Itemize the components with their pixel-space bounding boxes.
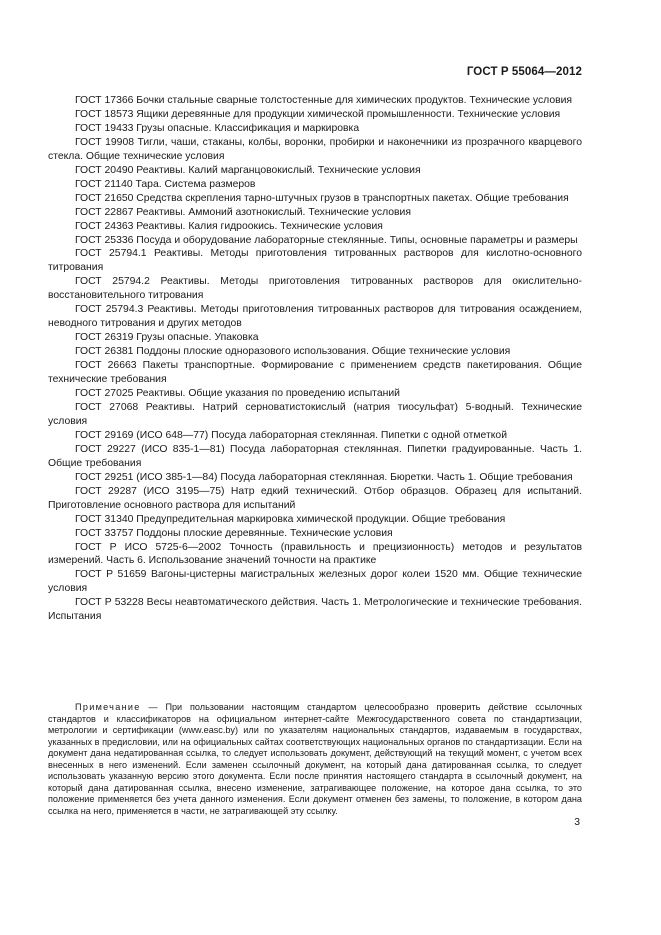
reference-item: ГОСТ 19433 Грузы опасные. Классификация и маркировка bbox=[75, 122, 360, 134]
reference-item: ГОСТ 22867 Реактивы. Аммоний азотнокислый. Технические условия bbox=[75, 206, 411, 218]
reference-item: ГОСТ 33757 Поддоны плоские деревянные. Технические условия bbox=[75, 527, 393, 539]
reference-list bbox=[48, 94, 582, 624]
reference-item: ГОСТ 26663 Пакеты транспортные. Формирование с применением средств пакетирования. Общие технические требования bbox=[48, 360, 582, 386]
reference-item: ГОСТ 18573 Ящики деревянные для продукции химической промышленности. Технические условия bbox=[75, 108, 561, 120]
reference-item: ГОСТ 24363 Реактивы. Калия гидроокись. Технические условия bbox=[75, 220, 383, 232]
reference-item: ГОСТ 21140 Тара. Система размеров bbox=[75, 178, 256, 190]
reference-item: ГОСТ 26381 Поддоны плоские одноразового использования. Общие технические условия bbox=[75, 346, 511, 358]
reference-item: ГОСТ 27068 Реактивы. Натрий серноватистокислый (натрия тиосульфат) 5-водный. Технические условия bbox=[48, 401, 582, 427]
reference-item: ГОСТ 26319 Грузы опасные. Упаковка bbox=[75, 332, 259, 344]
reference-item: ГОСТ 17366 Бочки стальные сварные толстостенные для химических продуктов. Технические условия bbox=[75, 95, 573, 106]
document-header: ГОСТ Р 55064—2012 bbox=[466, 66, 582, 78]
reference-item: ГОСТ 19908 Тигли, чаши, стаканы, колбы, воронки, пробирки и наконечники из прозрачного кварцевого стекла. Общие технические условия bbox=[48, 136, 582, 162]
reference-item: ГОСТ 29227 (ИСО 835-1—81) Посуда лабораторная стеклянная. Пипетки градуированные. Часть 1. Общие требования bbox=[48, 443, 582, 469]
reference-item: ГОСТ 21650 Средства скрепления тарно-штучных грузов в транспортных пакетах. Общие требования bbox=[75, 192, 569, 204]
reference-item: ГОСТ 27025 Реактивы. Общие указания по проведению испытаний bbox=[75, 388, 400, 400]
reference-item: ГОСТ 25794.1 Реактивы. Методы приготовления титрованных растворов для кислотно-основного титрования bbox=[48, 248, 582, 274]
reference-item: ГОСТ Р 51659 Вагоны-цистерны магистральных железных дорог колеи 1520 мм. Общие технические условия bbox=[48, 569, 582, 595]
reference-item: ГОСТ 29169 (ИСО 648—77) Посуда лабораторная стеклянная. Пипетки с одной отметкой bbox=[75, 429, 508, 441]
reference-item: ГОСТ 25794.3 Реактивы. Методы приготовления титрованных растворов для титрования осаждением, неводного титрования и других методов bbox=[48, 304, 582, 330]
reference-item: ГОСТ 29251 (ИСО 385-1—84) Посуда лабораторная стеклянная. Бюретки. Часть 1. Общие требования bbox=[75, 471, 573, 483]
note-text: — При пользовании настоящим стандартом целесообразно проверить действие ссылочных стандартов и классификаторов на официальном интернет-сайте Межгосударственного совета по стандартизации, метрологии и сертификации (www.easc.by) или по указателям национальных стандартов, издаваемым в государствах, указанных в предисловии, или на официальных сайтах соответствующих национальных органов по стандартизации. Если на документ дана недатированная ссылка, то следует использовать документ, действующий на текущий момент, с учетом всех внесенных в него изменений. Если заменен ссылочный документ, на который дана датированная ссылка, то следует использовать указанную версию этого документа. Если после принятия настоящего стандарта в ссылочный документ, на который дана датированная ссылка, внесено изменение, затрагивающее положение, на которое дана ссылка, то это положение применяется без учета данного изменения. Если документ отменен без замены, то положение, в котором дана ссылка на него, применяется в части, не затрагивающей эту ссылку. bbox=[48, 702, 582, 816]
page-number: 3 bbox=[574, 817, 580, 828]
reference-item: ГОСТ 25794.2 Реактивы. Методы приготовления титрованных растворов для окислительно-восстановительного титрования bbox=[48, 276, 582, 302]
reference-item: ГОСТ Р ИСО 5725-6—2002 Точность (правильность и прецизионность) методов и результатов измерений. Часть 6. Использование значений точности на практике bbox=[48, 541, 582, 567]
note-label: Примечание bbox=[75, 702, 141, 712]
reference-item: ГОСТ Р 53228 Весы неавтоматического действия. Часть 1. Метрологические и технические требования. Испытания bbox=[48, 597, 582, 623]
reference-item: ГОСТ 25336 Посуда и оборудование лабораторные стеклянные. Типы, основные параметры и размеры bbox=[75, 234, 578, 246]
reference-item: ГОСТ 31340 Предупредительная маркировка химической продукции. Общие требования bbox=[75, 513, 506, 525]
reference-item: ГОСТ 29287 (ИСО 3195—75) Натр едкий технический. Отбор образцов. Образец для испытаний. Приготовление основного раствора для испытаний bbox=[48, 485, 582, 511]
reference-item: ГОСТ 20490 Реактивы. Калий марганцовокислый. Технические условия bbox=[75, 164, 421, 176]
note-paragraph bbox=[48, 702, 582, 817]
